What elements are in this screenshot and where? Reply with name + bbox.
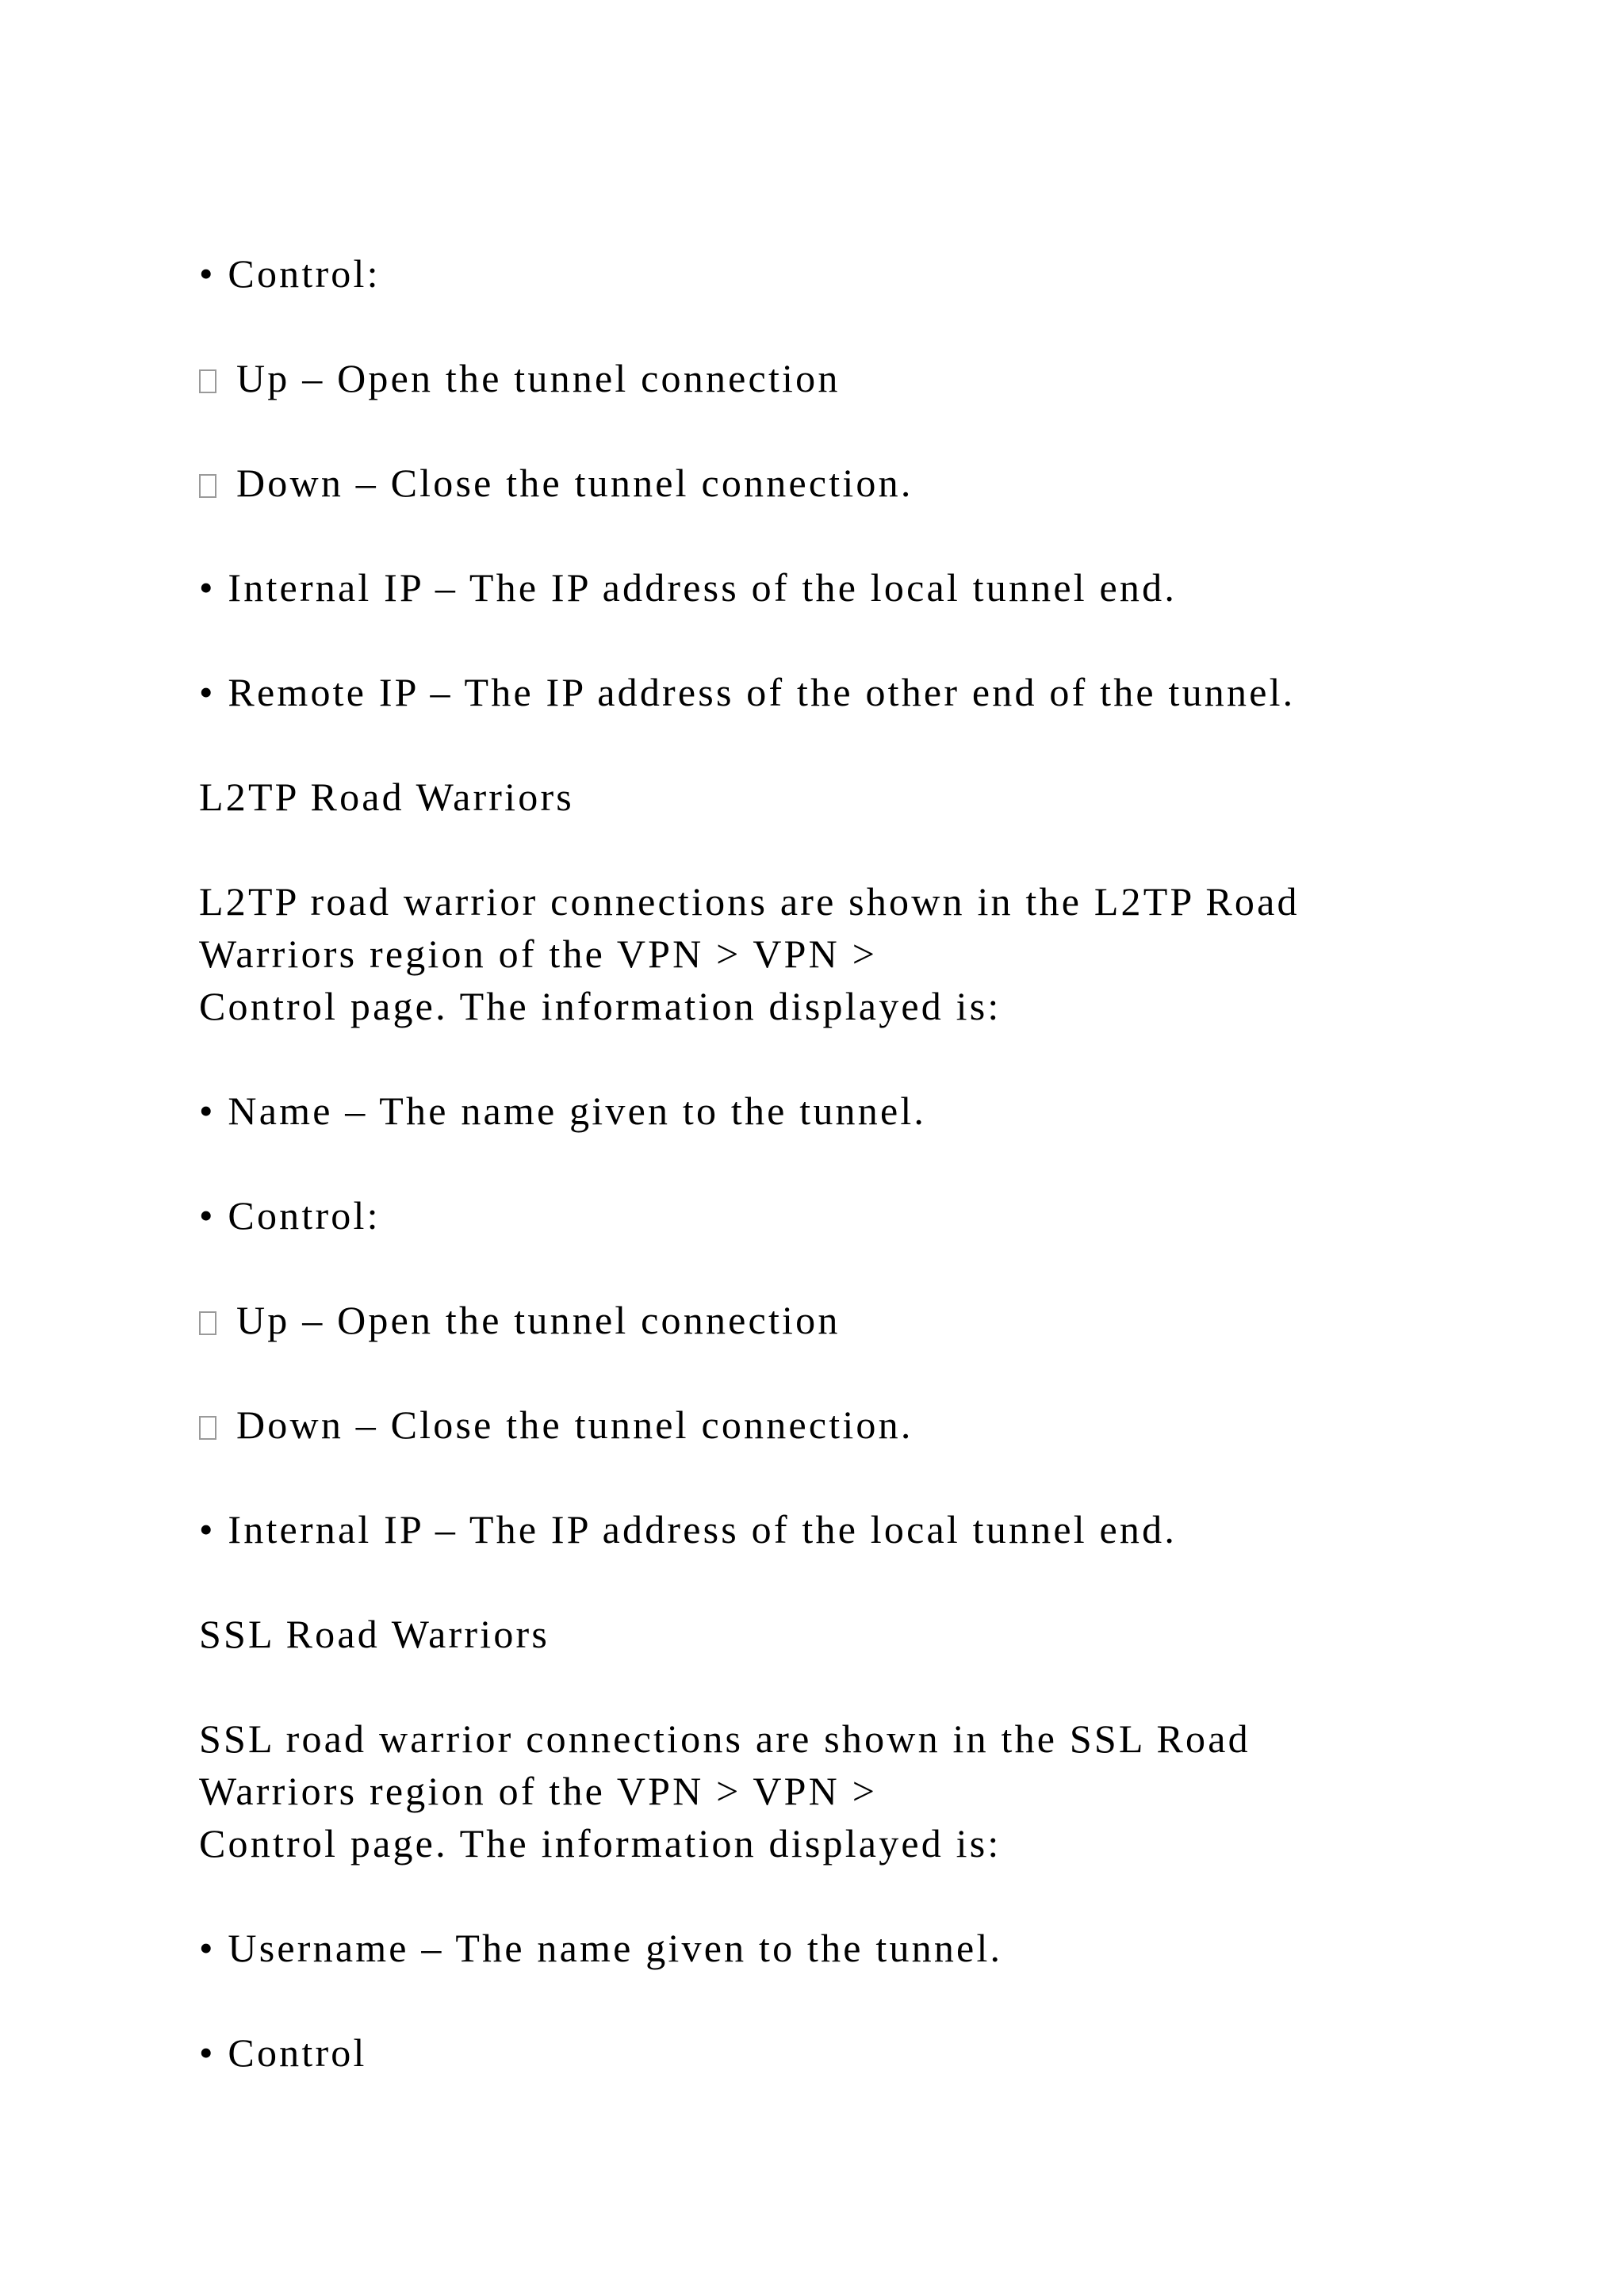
paragraph-line	[199, 980, 1002, 1032]
bullet-control-label	[199, 247, 381, 300]
sub-bullet-down	[199, 1399, 914, 1451]
paragraph-line	[199, 1712, 1251, 1765]
line-text: Down – Close the tunnel connection.	[236, 1402, 914, 1447]
bullet-internal-ip	[199, 1503, 1177, 1556]
paragraph-line	[199, 1817, 1002, 1869]
line-text: SSL road warrior connections are shown in the SSL Road	[199, 1716, 1251, 1761]
line-text: Down – Close the tunnel connection.	[236, 461, 914, 505]
bullet-control-label	[199, 2026, 367, 2079]
line-text: Up – Open the tunnel connection	[236, 1298, 841, 1342]
line-text: Control page. The information displayed is:	[199, 1821, 1002, 1866]
line-text: • Name – The name given to the tunnel.	[199, 1089, 927, 1133]
line-text: • Control:	[199, 1193, 381, 1238]
sub-bullet-up	[199, 1294, 841, 1346]
section-heading-ssl	[199, 1608, 550, 1660]
bullet-remote-ip	[199, 666, 1295, 718]
paragraph-line	[199, 928, 877, 980]
bullet-name	[199, 1085, 926, 1137]
unrendered-glyph-box-icon	[199, 1416, 216, 1440]
line-text: • Control:	[199, 251, 381, 296]
line-text: • Remote IP – The IP address of the other end of the tunnel.	[199, 670, 1296, 714]
line-text: Control page. The information displayed is:	[199, 984, 1002, 1028]
sub-bullet-up	[199, 352, 841, 404]
unrendered-glyph-box-icon	[199, 474, 216, 498]
bullet-username	[199, 1922, 1002, 1974]
section-heading-l2tp	[199, 771, 574, 823]
line-text: • Username – The name given to the tunnel.	[199, 1926, 1003, 1970]
line-text: L2TP Road Warriors	[199, 775, 574, 819]
line-text: • Internal IP – The IP address of the local tunnel end.	[199, 1507, 1178, 1552]
sub-bullet-down	[199, 457, 914, 509]
bullet-internal-ip	[199, 561, 1177, 614]
paragraph-line	[199, 1765, 877, 1817]
paragraph-line	[199, 875, 1300, 928]
line-text: Warriors region of the VPN > VPN >	[199, 932, 878, 976]
bullet-control-label	[199, 1189, 381, 1242]
line-text: L2TP road warrior connections are shown in the L2TP Road	[199, 879, 1300, 924]
line-text: • Internal IP – The IP address of the local tunnel end.	[199, 565, 1178, 610]
line-text: Warriors region of the VPN > VPN >	[199, 1769, 878, 1813]
line-text: • Control	[199, 2030, 367, 2075]
line-text: SSL Road Warriors	[199, 1612, 550, 1656]
unrendered-glyph-box-icon	[199, 369, 216, 393]
unrendered-glyph-box-icon	[199, 1311, 216, 1335]
line-text: Up – Open the tunnel connection	[236, 356, 841, 400]
